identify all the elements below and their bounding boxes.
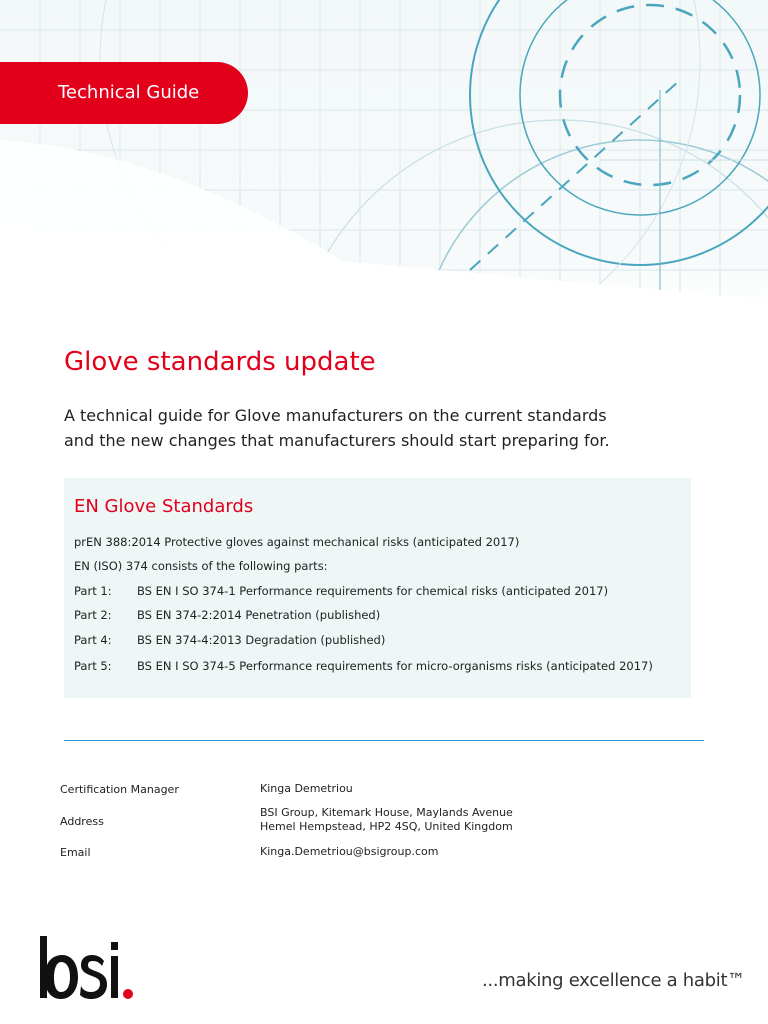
part-text: BS EN 374-2:2014 Penetration (published) (137, 608, 381, 622)
standards-heading: EN Glove Standards (74, 496, 254, 517)
page-title: Glove standards update (64, 347, 376, 377)
intro-line-1: A technical guide for Glove manufacturers on the current standards (64, 406, 607, 425)
technical-guide-label: Technical Guide (58, 82, 200, 103)
part-label: Part 5: (74, 659, 112, 673)
part-text: BS EN 374-4:2013 Degradation (published) (137, 633, 386, 647)
header-blueprint-graphic (0, 0, 768, 310)
part-text: BS EN I SO 374-5 Performance requirements for micro-organisms risks (anticipated 2017) (137, 659, 653, 673)
part-text: BS EN I SO 374-1 Performance requirements for chemical risks (anticipated 2017) (137, 584, 609, 598)
intro-paragraph (64, 403, 704, 453)
manager-label: Certification Manager (60, 783, 179, 796)
address-label: Address (60, 815, 104, 828)
part-label: Part 4: (74, 633, 112, 647)
bsi-logo (38, 932, 138, 1002)
technical-guide-tag (0, 62, 248, 124)
section-divider (64, 740, 704, 741)
address-line-2: Hemel Hempstead, HP2 4SQ, United Kingdom (260, 820, 513, 833)
part-label: Part 2: (74, 608, 112, 622)
email-label: Email (60, 846, 91, 859)
standard-line-1: prEN 388:2014 Protective gloves against mechanical risks (anticipated 2017) (74, 535, 520, 549)
part-label: Part 1: (74, 584, 112, 598)
slogan: ...making excellence a habit™ (482, 970, 745, 991)
standards-box (64, 478, 691, 698)
manager-value: Kinga Demetriou (260, 782, 353, 795)
standard-line-2: EN (ISO) 374 consists of the following parts: (74, 559, 328, 573)
address-value (260, 806, 513, 834)
intro-line-2: and the new changes that manufacturers should start preparing for. (64, 431, 610, 450)
email-value[interactable]: Kinga.Demetriou@bsigroup.com (260, 845, 439, 858)
address-line-1: BSI Group, Kitemark House, Maylands Avenue (260, 806, 513, 819)
